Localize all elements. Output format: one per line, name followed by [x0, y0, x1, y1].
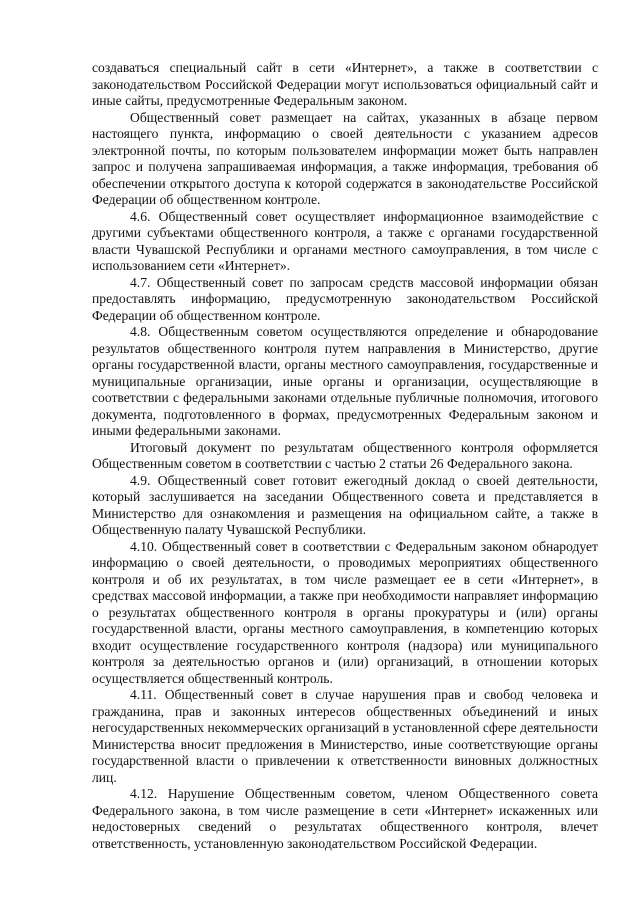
- paragraph-4-11: 4.11. Общественный совет в случае нарушения прав и свобод человека и гражданина, прав и законных интересов общественных объединений и иных негосударственных некоммерческих организаций в установленной сфере деятельности Министерства вносит предложения в Министерство, иные соответствующие органы государственной власти о привлечении к ответственности виновных должностных лиц.: [92, 687, 598, 785]
- paragraph-4-9: 4.9. Общественный совет готовит ежегодный доклад о своей деятельности, который заслушивается на заседании Общественного совета и представляется в Министерство для ознакомления и размещения на официальном сайте, а также в Общественную палату Чувашской Республики.: [92, 472, 598, 537]
- paragraph-4-7: 4.7. Общественный совет по запросам средств массовой информации обязан предоставлять информацию, предусмотренную законодательством Российской Федерации об общественном контроле.: [92, 274, 598, 323]
- paragraph-4-8: 4.8. Общественным советом осуществляются определение и обнародование результатов общественного контроля путем направления в Министерство, другие органы государственной власти, органы местного самоуправления, государственные и муниципальные организации, иные органы и организации, осуществляющие в соответствии с федеральными законами отдельные публичные полномочия, итогового документа, подготовленного в формах, предусмотренных Федеральным законом и иными федеральными законами.: [92, 324, 598, 438]
- paragraph-final-document: Итоговый документ по результатам общественного контроля оформляется Общественным советом в соответствии с частью 2 статьи 26 Федерального закона.: [92, 439, 598, 471]
- paragraph-4-6: 4.6. Общественный совет осуществляет информационное взаимодействие с другими субъектами общественного контроля, а также с органами государственной власти Чувашской Республики и органами местного самоуправления, в том числе с использованием сети «Интернет».: [92, 208, 598, 273]
- paragraph-4-12: 4.12. Нарушение Общественным советом, членом Общественного совета Федерального закона, в том числе размещение в сети «Интернет» искаженных или недостоверных сведений о результатах общественного контроля, влечет ответственность, установленную законодательством Российской Федерации.: [92, 786, 598, 851]
- paragraph-sites-info: Общественный совет размещает на сайтах, указанных в абзаце первом настоящего пункта, информацию о своей деятельности с указанием адресов электронной почты, по которым пользователем информации может быть направлен запрос и получена запрашиваемая информация, а также информация, требования об обеспечении открытого доступа к которой содержатся в законодательстве Российской Федерации об общественном контроле.: [92, 109, 598, 207]
- document-body: [92, 60, 598, 852]
- paragraph-continuation: создаваться специальный сайт в сети «Интернет», а также в соответствии с законодательством Российской Федерации могут использоваться официальный сайт и иные сайты, предусмотренные Федеральным законом.: [92, 60, 598, 108]
- paragraph-4-10: 4.10. Общественный совет в соответствии с Федеральным законом обнародует информацию о своей деятельности, о проводимых мероприятиях общественного контроля и об их результатах, в том числе размещает ее в сети «Интернет», в средствах массовой информации, а также при необходимости направляет информацию о результатах общественного контроля в органы прокуратуры и (или) органы государственной власти, органы местного самоуправления, в компетенцию которых входит осуществление государственного контроля (надзора) или муниципального контроля за деятельностью органов и (или) организаций, в отношении которых осуществляется общественный контроль.: [92, 538, 598, 686]
